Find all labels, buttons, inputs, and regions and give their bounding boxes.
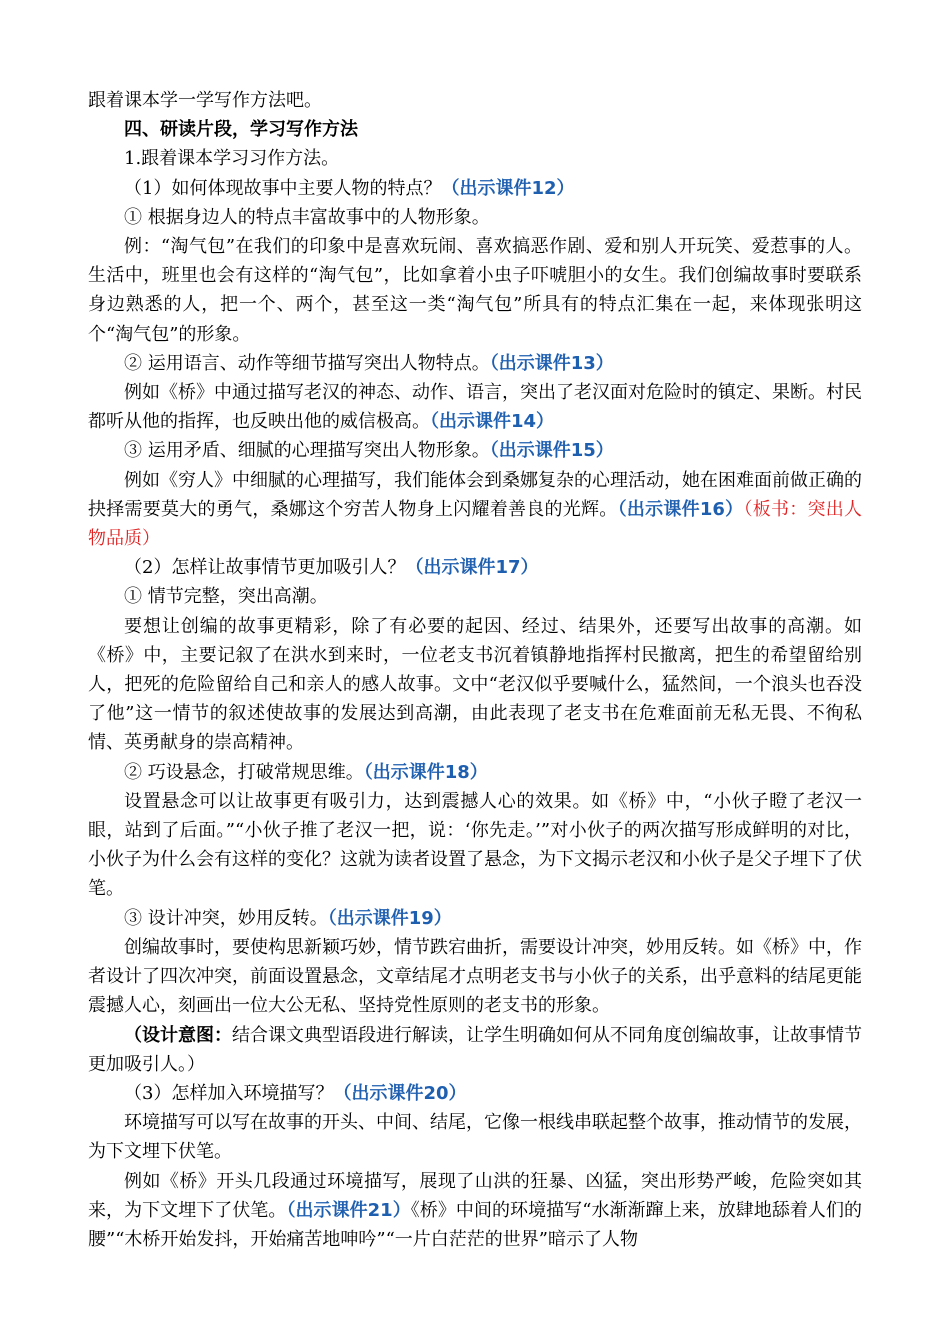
design-intent-label: （设计意图： (124, 1024, 232, 1046)
blackboard-note: （板书：突出人物品质） (88, 498, 862, 550)
text-run: 《桥》中间的环境描写“水渐渐蹿上来，放肆地舔着人们的腰”“木桥开始发抖，开始痛苦地呻吟”“一片白茫茫的世界”暗示了人物 (88, 1199, 863, 1250)
text-run: 例如《桥》中通过描写老汉的神态、动作、语言，突出了老汉面对危险时的镇定、果断。村民都听从他的指挥，也反映出他的威信极高。 (88, 382, 862, 433)
text-run: 结合课文典型语段进行解读，让学生明确如何从不同角度创编故事，让故事情节更加吸引人。） (88, 1024, 862, 1075)
paragraph (88, 582, 862, 611)
text-run: ② 运用语言、动作等细节描写突出人物特点。 (124, 352, 490, 374)
text-run: ② 巧设悬念，打破常规思维。 (124, 761, 364, 783)
text-run: （1）如何体现故事中主要人物的特点？ (124, 177, 442, 199)
courseware-reference: （出示课件12） (441, 177, 575, 199)
courseware-reference: （出示课件17） (405, 557, 539, 579)
courseware-reference: （出示课件16） (617, 498, 744, 520)
text-run: 例如《穷人》中细腻的心理描写，我们能体会到桑娜复杂的心理活动，她在困难面前做正确的抉择需要莫大的勇气，桑娜这个穷苦人物身上闪耀着善良的光辉。 (88, 469, 862, 520)
paragraph (88, 203, 862, 232)
paragraph (88, 1167, 862, 1255)
paragraph (88, 758, 862, 787)
text-run: ① 根据身边人的特点丰富故事中的人物形象。 (124, 206, 490, 228)
courseware-reference: （出示课件14） (430, 411, 555, 433)
courseware-reference: （出示课件18） (363, 761, 488, 783)
paragraph (88, 436, 862, 465)
text-run: 1.跟着课本学习习作方法。 (124, 148, 340, 170)
section-heading (88, 115, 862, 144)
paragraph (88, 1021, 862, 1079)
paragraph (88, 144, 862, 173)
paragraph (88, 933, 862, 1021)
text-run: 要想让创编的故事更精彩，除了有必要的起因、经过、结果外，还要写出故事的高潮。如《桥》中，主要记叙了在洪水到来时，一位老支书沉着镇静地指挥村民撤离，把生的希望留给别人，把死的危险留给自己和亲人的感人故事。文中“老汉似乎要喊什么，猛然间，一个浪头也吞没了他”这一情节的叙述使故事的发展达到高潮，由此表现了老支书在危难面前无私无畏、不徇私情、英勇献身的崇高精神。 (88, 615, 862, 754)
paragraph (88, 787, 862, 904)
courseware-reference: （出示课件15） (489, 440, 614, 462)
paragraph (88, 612, 862, 758)
courseware-reference: （出示课件13） (489, 352, 614, 374)
paragraph (88, 174, 862, 203)
paragraph (88, 1108, 862, 1166)
paragraph (88, 553, 862, 582)
text-run: 跟着课本学一学写作方法吧。 (88, 90, 322, 111)
paragraph (88, 349, 862, 378)
courseware-reference: （出示课件21） (286, 1199, 411, 1221)
text-run: ③ 设计冲突，妙用反转。 (124, 907, 328, 929)
text-run: 创编故事时，要使构思新颖巧妙，情节跌宕曲折，需要设计冲突，妙用反转。如《桥》中，作者设计了四次冲突，前面设置悬念，文章结尾才点明老支书与小伙子的关系，出乎意料的结尾更能震撼人心，刻画出一位大公无私、坚持党性原则的老支书的形象。 (88, 936, 862, 1017)
text-run: 设置悬念可以让故事更有吸引力，达到震撼人心的效果。如《桥》中，“小伙子瞪了老汉一眼，站到了后面。”“小伙子推了老汉一把，说：‘你先走。’”对小伙子的两次描写形成鲜明的对比，小伙子为什么会有这样的变化？这就为读者设置了悬念，为下文揭示老汉和小伙子是父子埋下了伏笔。 (88, 790, 862, 900)
text-run: （2）怎样让故事情节更加吸引人？ (124, 557, 406, 579)
text-run: 环境描写可以写在故事的开头、中间、结尾，它像一根线串联起整个故事，推动情节的发展，为下文埋下伏笔。 (88, 1112, 862, 1163)
paragraph (88, 1079, 862, 1108)
courseware-reference: （出示课件19） (327, 907, 452, 929)
paragraph (88, 86, 862, 115)
paragraph (88, 466, 862, 554)
paragraph (88, 232, 862, 349)
text-run: 例如《桥》开头几段通过环境描写，展现了山洪的狂暴、凶猛，突出形势严峻，危险突如其来，为下文埋下了伏笔。 (88, 1170, 862, 1221)
text-run: （3）怎样加入环境描写？ (124, 1082, 334, 1104)
text-run: 四、研读片段，学习写作方法 (124, 119, 358, 141)
paragraph (88, 904, 862, 933)
text-run: 例：“淘气包”在我们的印象中是喜欢玩闹、喜欢搞恶作剧、爱和别人开玩笑、爱惹事的人。生活中，班里也会有这样的“淘气包”，比如拿着小虫子吓唬胆小的女生。我们创编故事时要联系身边熟悉的人，把一个、两个，甚至这一类“淘气包”所具有的特点汇集在一起，来体现张明这个“淘气包”的形象。 (88, 236, 862, 345)
text-run: ③ 运用矛盾、细腻的心理描写突出人物形象。 (124, 440, 490, 462)
paragraph (88, 378, 862, 436)
courseware-reference: （出示课件20） (333, 1082, 467, 1104)
text-run: ① 情节完整，突出高潮。 (124, 586, 328, 608)
